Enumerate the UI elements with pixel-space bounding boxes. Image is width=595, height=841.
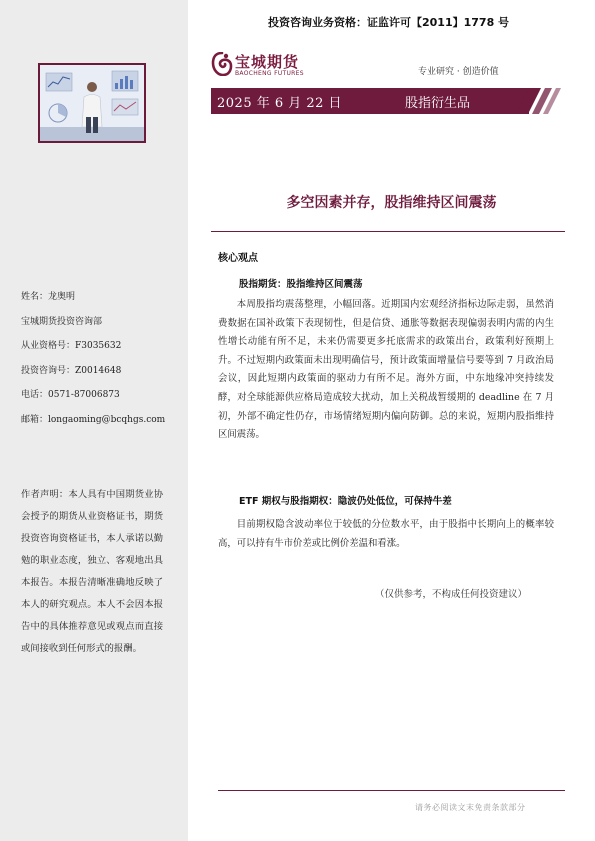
sidebar	[0, 0, 188, 841]
author-email[interactable]: 邮箱：longaoming@bcqhgs.com	[21, 414, 166, 425]
author-info	[21, 285, 181, 432]
report-title: 多空因素并存，股指维持区间震荡	[286, 195, 497, 211]
license-statement: 投资咨询业务资格：证监许可【2011】1778 号	[268, 16, 510, 29]
logo-mark-icon	[211, 52, 233, 76]
author-qualification-number: 从业资格号：F3035632	[21, 341, 122, 351]
author-name: 姓名：龙奥明	[21, 292, 76, 302]
title-divider	[211, 231, 565, 232]
footer-disclaimer-hint: 请务必阅读文末免责条款部分	[415, 803, 526, 812]
section-heading-futures: 股指期货：股指维持区间震荡	[239, 279, 363, 290]
report-date: 2025 年 6 月 22 日	[217, 96, 343, 111]
footer-divider	[218, 790, 565, 791]
author-consulting-number: 投资咨询号：Z0014648	[21, 365, 122, 376]
report-category: 股指衍生品	[405, 96, 471, 111]
date-banner	[211, 88, 529, 114]
author-disclaimer: 作者声明：本人具有中国期货业协会授予的期货从业资格证书，期货投资咨询资格证书，本人承诺以勤勉的职业态度，独立、客观地出具本报告。本报告清晰准确地反映了本人的研究观点。本人不会因本报告中的具体推荐意见或观点而直接或间接收到任何形式的报酬。	[21, 489, 163, 654]
company-logo	[211, 50, 321, 82]
author-department: 宝城期货投资咨询部	[21, 316, 103, 327]
reference-note: （仅供参考，不构成任何投资建议）	[375, 589, 528, 600]
author-phone: 电话：0571-87006873	[21, 390, 120, 400]
core-view-label: 核心观点	[218, 253, 258, 264]
cover-image	[38, 63, 146, 143]
section-heading-options: ETF 期权与股指期权：隐波仍处低位，可保持牛差	[239, 496, 452, 507]
banner-stripes-decoration	[510, 88, 570, 114]
logo-chinese-name: 宝城期货	[235, 53, 300, 71]
slogan: 专业研究 · 创造价值	[418, 67, 499, 77]
logo-english-name: BAOCHENG FUTURES	[235, 70, 304, 77]
section-body-options: 目前期权隐含波动率位于较低的分位数水平，由于股指中长期向上的概率较高，可以持有牛市价差或比例价差温和看涨。	[218, 519, 554, 549]
section-body-futures: 本周股指均震荡整理，小幅回落。近期国内宏观经济指标边际走弱，虽然消费数据在国补政策下表现韧性，但是信贷、通胀等数据表现偏弱表明内需的内生性增长动能有所不足，未来仍需要更多托底需求的政策出台，政策利好预期上升。不过短期内政策面未出现明确信号，预计政策面增量信号要等到 7 月政治局会议，因此短期内政策面的驱动力有所不足。海外方面，中东地缘冲突持续发酵，对全球能源供应格局造成较大扰动，加上关税战暂缓期的 deadline 在 7 月初，外部不确定性仍存，市场情绪短期内偏向防御。总的来说，短期内股指维持区间震荡。	[218, 299, 554, 441]
